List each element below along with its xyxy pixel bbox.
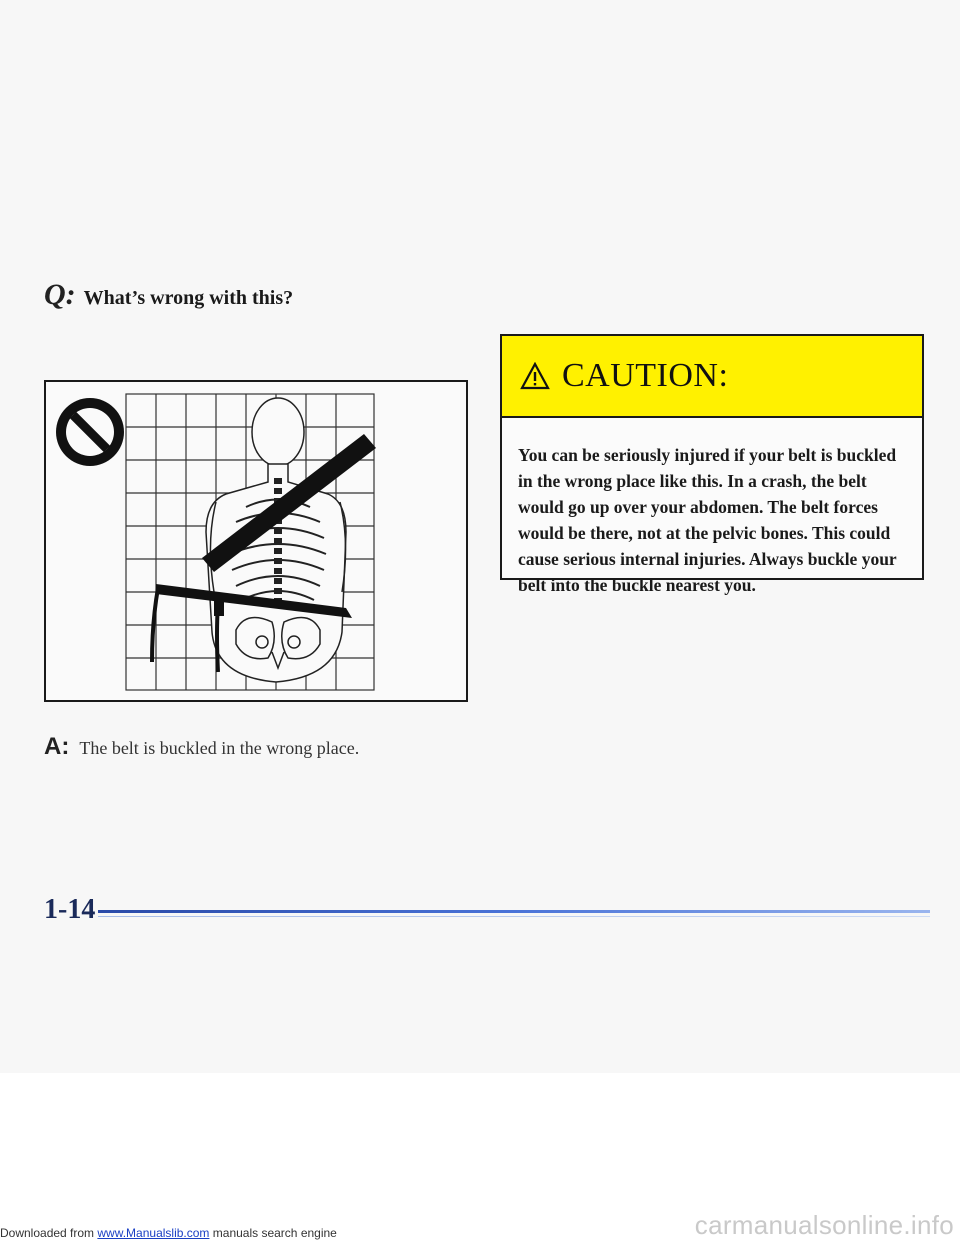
caution-body: You can be seriously injured if your belt is buckled in the wrong place like this. In a crash, the belt would go up over your abdomen. The belt forces would be there, not at the pelvic bones. This could cause serious internal injuries. Always buckle your belt into the buckle nearest you. xyxy=(518,445,897,595)
download-footer xyxy=(0,1226,337,1240)
caution-title: CAUTION: xyxy=(562,357,729,394)
answer xyxy=(44,733,359,761)
manualslib-link[interactable]: www.Manualslib.com xyxy=(97,1226,210,1240)
footer-suffix: manuals search engine xyxy=(209,1226,337,1240)
question-letter: Q: xyxy=(44,278,76,311)
question-text: What’s wrong with this? xyxy=(83,287,294,309)
answer-letter: A: xyxy=(44,733,70,760)
question xyxy=(44,278,293,312)
answer-text: The belt is buckled in the wrong place. xyxy=(79,738,360,758)
page-number: 1-14 xyxy=(44,894,96,925)
skeleton-belt-icon xyxy=(46,382,466,700)
page-rule xyxy=(98,910,930,913)
page-rule-thin xyxy=(98,916,930,917)
warning-triangle-icon xyxy=(520,362,550,390)
footer-prefix: Downloaded from xyxy=(0,1226,98,1240)
watermark: carmanualsonline.info xyxy=(694,1210,954,1240)
caution-box xyxy=(500,334,924,595)
caution-header xyxy=(502,336,922,418)
seatbelt-illustration xyxy=(44,380,468,702)
